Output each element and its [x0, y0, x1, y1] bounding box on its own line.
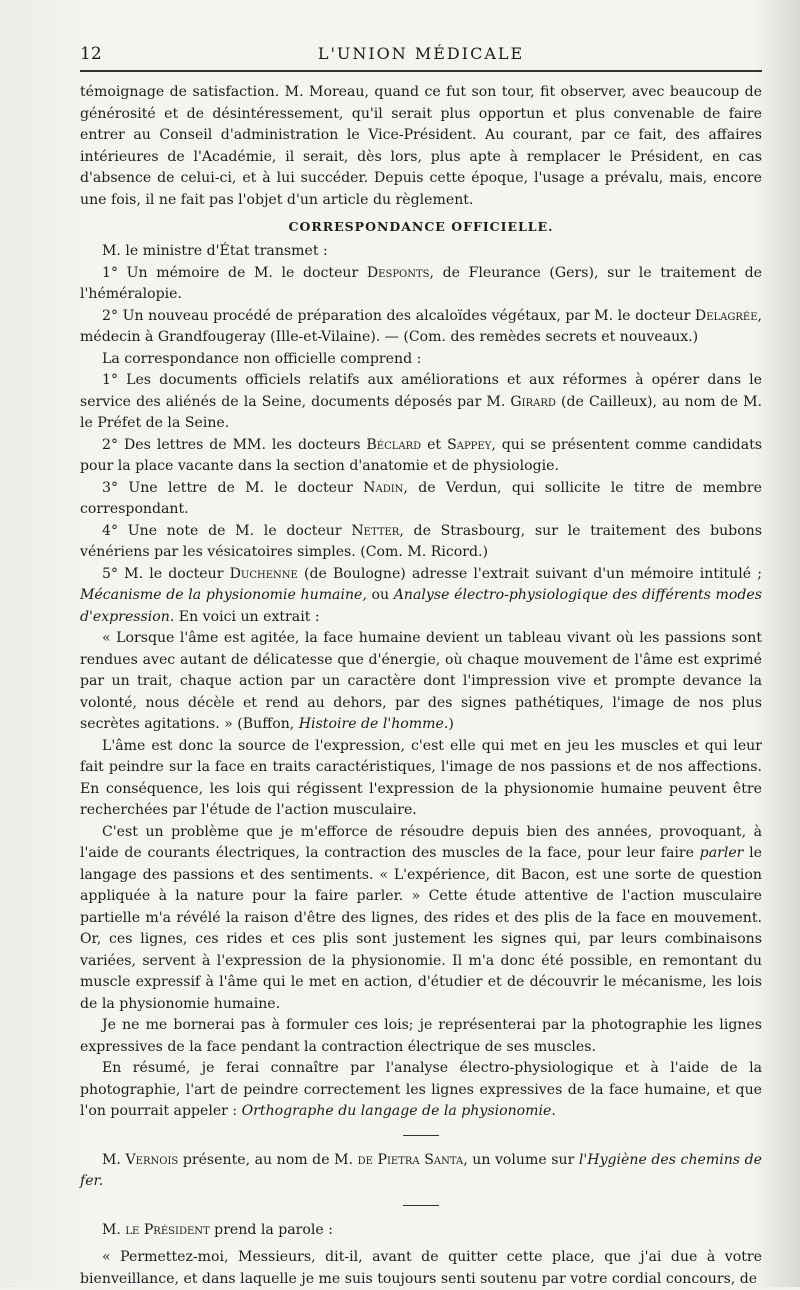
text: En voici un extrait :	[174, 608, 320, 625]
header-rule	[80, 70, 762, 72]
text: prend la parole :	[209, 1221, 333, 1238]
text: )	[448, 716, 454, 732]
work-title: Analyse électro-physiologique des différents modes d'expression.	[80, 587, 762, 625]
paragraph	[80, 370, 762, 435]
person-name: Duchenne	[229, 565, 298, 582]
text: le langage des passions et des sentiments. « L'expérience, dit Bacon, est une sorte de question appliquée à la nature pour la faire parler. » Cette étude attentive de l'action musculaire partielle m'a révélé la raison d'être des lignes, des rides et des plis de la face en mouvement. Or, ces lignes, ces rides et ces plis sont justement les signes qui, par leurs combinaisons variées, servent à l'expression de la physionomie. Il m'a donc été possible, en remontant du muscle expressif à l'âme qui le met en action, d'étudier et de découvrir le mécanisme, les lois de la physionomie humaine.	[80, 845, 762, 1012]
running-title: L'UNION MÉDICALE	[317, 44, 525, 63]
paragraph	[80, 1150, 762, 1193]
paragraph: « Permettez-moi, Messieurs, dit-il, avant de quitter cette place, que j'ai due à votre bienveillance, et dans laquelle je me suis toujours senti soutenu par votre cordial concours, de	[80, 1249, 762, 1287]
person-name: de Pietra Santa	[357, 1151, 464, 1168]
text: « Lorsque l'âme est agitée, la face humaine devient un tableau vivant où les passions sont rendues avec autant de délicatesse que d'énergie, où chaque mouvement de l'âme est exprimé par un trait, chaque action par un caractère dont l'impression vive et prompte devance la volonté, nous décèle et rend au dehors, par des signes pathétiques, l'image de nos plus secrètes agitations. » (Buffon,	[80, 630, 762, 732]
paragraph: M. le ministre d'État transmet :	[102, 243, 328, 259]
work-title: Mécanisme de la physionomie humaine,	[80, 587, 367, 603]
text: , médecin à Grandfougeray (Ille-et-Vilaine). — (Com. des remèdes secrets et nouveaux.)	[80, 307, 762, 345]
paragraph: témoignage de satisfaction. M. Moreau, quand ce fut son tour, fit observer, avec beaucoup de générosité et de désintéressement, qu'il serait plus opportun et plus convenable de faire entrer au Conseil d'administration le Vice-Président. Au courant, par ce fait, des affaires intérieures de l'Académie, il serait, dès lors, plus apte à remplacer le Président, en cas d'absence de celui-ci, et à lui succéder. Depuis cette époque, l'usage a prévalu, mais, encore une fois, il ne fait pas l'objet d'un article du règlement.	[80, 84, 762, 208]
text: , de Verdun, qui sollicite le titre de membre correspondant.	[80, 479, 762, 517]
work-title: Orthographe du langage de la physionomie.	[241, 1103, 556, 1119]
person-name: Sappey	[447, 436, 492, 453]
paragraph: Je ne me bornerai pas à formuler ces lois; je représenterai par la photographie les lignes expressives de la face pendant la contraction électrique de ses muscles.	[80, 1017, 762, 1055]
text: , qui se présentent comme candidats pour la place vacante dans la section d'anatomie et de physiologie.	[80, 436, 762, 474]
text: En résumé, je ferai connaître par l'analyse électro-physiologique et à l'aide de la photographie, l'art de peindre correctement les lignes expressives de la face humaine, et que l'on pourrait appeler :	[80, 1060, 762, 1119]
separator-rule	[403, 1135, 439, 1136]
text: (de Cailleux), au nom de M. le Préfet de la Seine.	[80, 393, 762, 431]
paragraph	[80, 1058, 762, 1123]
person-name: Delagrée	[694, 307, 758, 324]
paragraph	[80, 521, 762, 564]
work-title: Histoire de l'homme.	[298, 716, 449, 732]
text: M.	[102, 1151, 126, 1168]
person-name: Nadin	[363, 479, 404, 496]
paragraph	[80, 306, 762, 349]
text: 5° M. le docteur	[102, 565, 230, 582]
paragraph	[80, 1220, 762, 1242]
text: M.	[102, 1221, 126, 1238]
paragraph: L'âme est donc la source de l'expression, c'est elle qui met en jeu les muscles et qui leur fait peindre sur la face en traits caractéristiques, l'image de nos passions et de nos affections. En conséquence, les lois qui régissent l'expression de la physionomie humaine peuvent être recherchées par l'étude de l'action musculaire.	[80, 737, 762, 818]
person-name: Vernois	[125, 1151, 179, 1168]
paragraph	[80, 263, 762, 306]
person-name: le Président	[125, 1221, 210, 1238]
text: C'est un problème que je m'efforce de résoudre depuis bien des années, provoquant, à l'aide de courants électriques, la contraction des muscles de la face, pour leur faire	[80, 823, 762, 861]
paragraph	[80, 822, 762, 1016]
person-name: Girard	[510, 393, 556, 410]
page-header	[80, 40, 762, 70]
text: 1° Les documents officiels relatifs aux améliorations et aux réformes à opérer dans le service des aliénés de la Seine, documents déposés par M.	[80, 372, 762, 410]
separator-rule	[403, 1205, 439, 1206]
section-title: CORRESPONDANCE OFFICIELLE.	[288, 219, 554, 234]
paragraph	[80, 478, 762, 521]
text: 2° Un nouveau procédé de préparation des alcaloïdes végétaux, par M. le docteur	[102, 307, 695, 324]
person-name: Béclard	[366, 436, 422, 453]
text: , de Fleurance (Gers), sur le traitement de l'héméralopie.	[80, 264, 763, 302]
text: et	[421, 436, 448, 453]
text: , de Strasbourg, sur le traitement des bubons vénériens par les vésicatoires simples. (Com. M. Ricord.)	[80, 522, 762, 560]
text: 2° Des lettres de MM. les docteurs	[102, 436, 367, 453]
quotation	[80, 628, 762, 736]
emphasis: parler	[699, 845, 744, 861]
text: 4° Une note de M. le docteur	[102, 522, 352, 539]
text: 3° Une lettre de M. le docteur	[102, 479, 364, 496]
work-title: l'Hygiène des chemins de fer.	[80, 1151, 762, 1189]
person-name: Netter	[351, 522, 400, 539]
text: ou	[366, 587, 394, 603]
paragraph: La correspondance non officielle comprend :	[102, 350, 422, 367]
paragraph	[80, 564, 762, 629]
text: (de Boulogne) adresse l'extrait suivant d'un mémoire intitulé ;	[297, 565, 762, 582]
person-name: Desponts	[366, 264, 430, 281]
text: , un volume sur	[463, 1151, 579, 1168]
text: 1° Un mémoire de M. le docteur	[102, 264, 367, 281]
text: présente, au nom de M.	[178, 1151, 358, 1168]
paragraph	[80, 435, 762, 478]
page-number: 12	[80, 44, 102, 64]
